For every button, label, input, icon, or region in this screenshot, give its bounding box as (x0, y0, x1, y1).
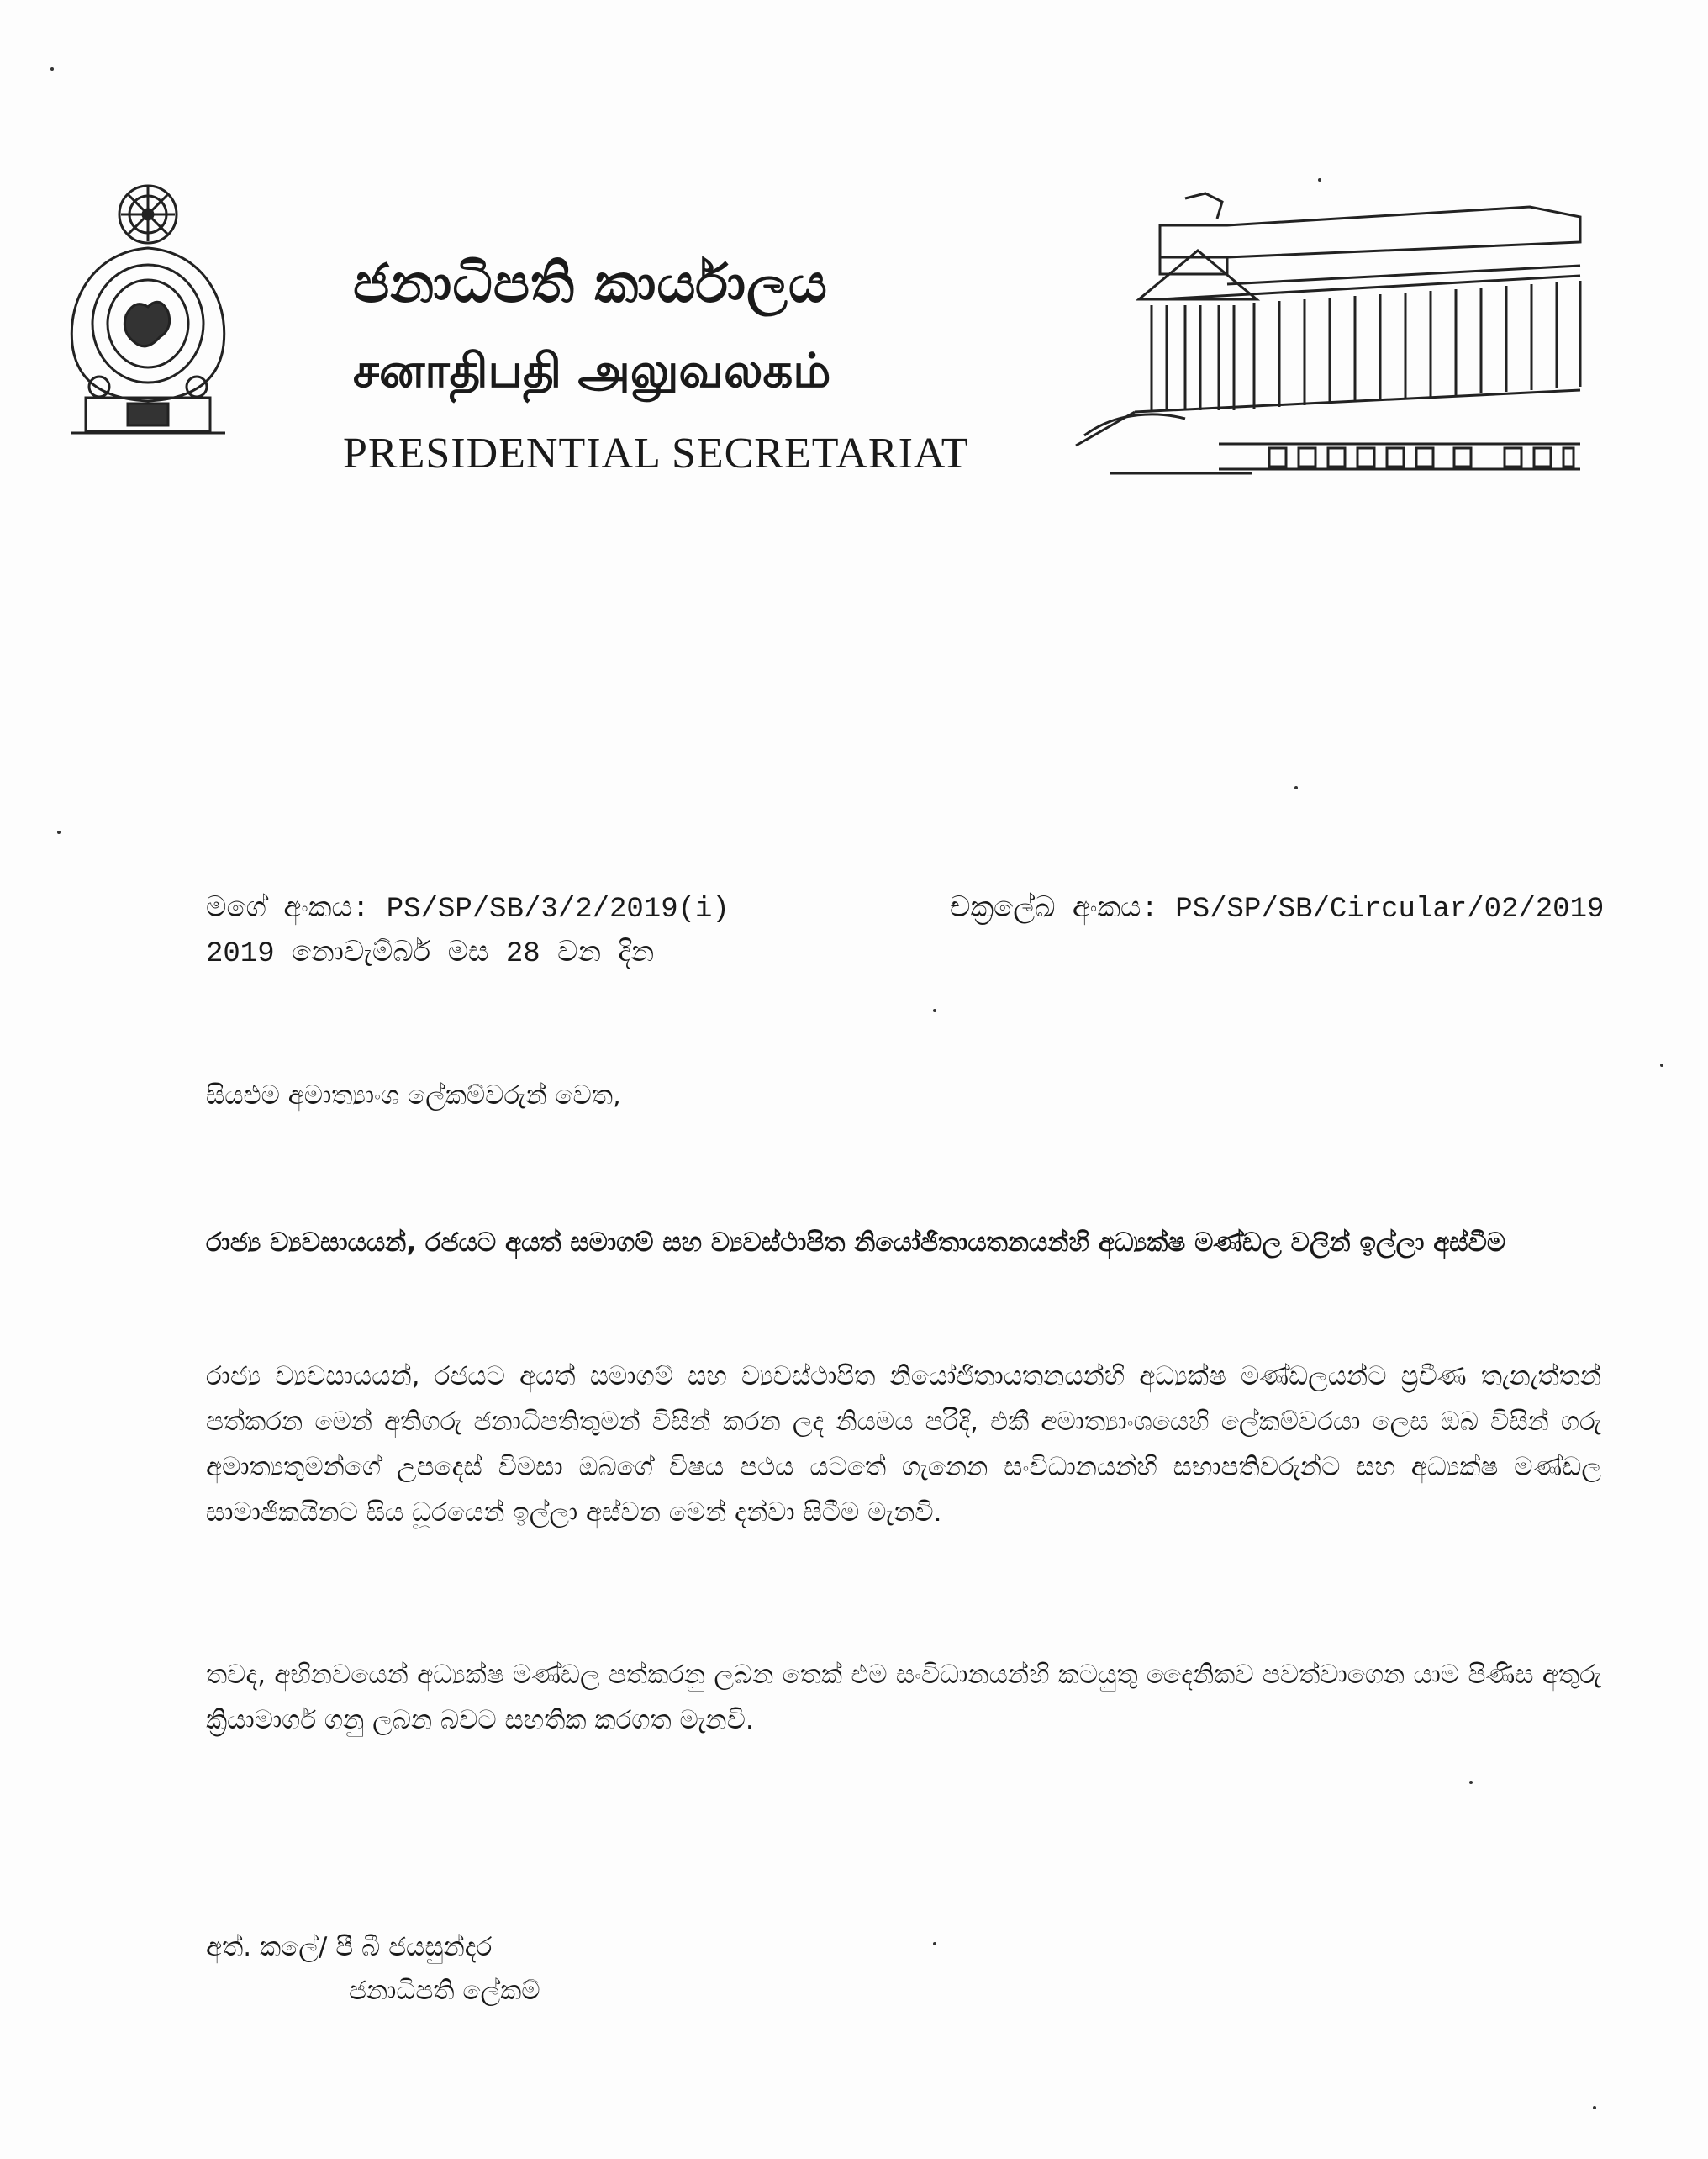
letterhead-title-english: PRESIDENTIAL SECRETARIAT (343, 430, 969, 478)
letter-date: 2019 නොවැම්බර් මස 28 වන දින (206, 938, 655, 970)
addressee: සියළුම අමාත්‍යාංශ ලේකම්වරුන් වෙත, (206, 1080, 621, 1111)
signatory-name: අත්. කලේ/ පී බී ජයසුන්දර (206, 1932, 493, 1962)
scan-speck (1294, 786, 1298, 789)
scan-speck (1593, 2106, 1596, 2109)
presidential-secretariat-building-icon (1059, 192, 1614, 478)
circular-number: චක්‍රලේඛ අංකය: PS/SP/SB/Circular/02/2019 (950, 894, 1605, 926)
letterhead-title-tamil: சனாதிபதி அலுவலகம் (353, 343, 831, 399)
my-reference-number: මගේ අංකය: PS/SP/SB/3/2/2019(i) (206, 894, 730, 926)
scan-speck (50, 67, 54, 71)
scan-speck (1660, 1064, 1663, 1067)
body-paragraph-1: රාජ්‍ය ව්‍යවසායයන්, රජයට අයත් සමාගම් සහ ව්‍යවස්ථාපිත නියෝජිතායතනයන්හි අධ්‍යක්ෂ මණ්ඩලයන්ට ප්‍රවීණ තැනැත්තන් පත්කරන මෙන් අතිගරු ජනාධිපතිතුමන් විසින් කරන ලද නියමය පරිදි, එකී අමාත්‍යාංශයෙහි ලේකම්වරයා ලෙස ඔබ විසින් ගරු අමාත්‍යතුමන්ගේ උපදෙස් විමසා ඔබගේ විෂය පථය යටතේ ගැනෙන සංවිධානයන්හි සභාපතිවරුන්ට සහ අධ්‍යක්ෂ මණ්ඩල සාමාජිකයිනට සිය ධූරයෙන් ඉල්ලා අස්වන මෙන් දන්වා සිටීම මැනවි. (206, 1361, 1601, 1528)
letter-subject: රාජ්‍ය ව්‍යවසායයන්, රජයට අයත් සමාගම් සහ ව්‍යවස්ථාපිත නියෝජිතායතනයන්හි අධ්‍යක්ෂ මණ්ඩල වලින් ඉල්ලා අස්වීම (206, 1227, 1506, 1258)
sri-lanka-emblem-icon (61, 172, 235, 440)
letterhead-title-sinhala: ජනාධිපති කාර්යාලය (353, 252, 828, 315)
scan-speck (1469, 1781, 1473, 1784)
scan-speck (57, 831, 61, 834)
body-paragraph-2: තවද, අභිනවයෙන් අධ්‍යක්ෂ මණ්ඩල පත්කරනු ලබන තෙක් එම සංවිධානයන්හි කටයුතු දෛනිකව පවත්වාගෙන යාම පිණිස අතුරු ක්‍රියාමාර්ග ගනු ලබන බවට සහතික කරගත මැනවි. (206, 1660, 1601, 1735)
scan-speck (1318, 178, 1321, 182)
signatory-title: ජනාධිපති ලේකම් (349, 1976, 540, 2006)
scan-speck (933, 1942, 936, 1945)
scan-speck (933, 1009, 936, 1012)
